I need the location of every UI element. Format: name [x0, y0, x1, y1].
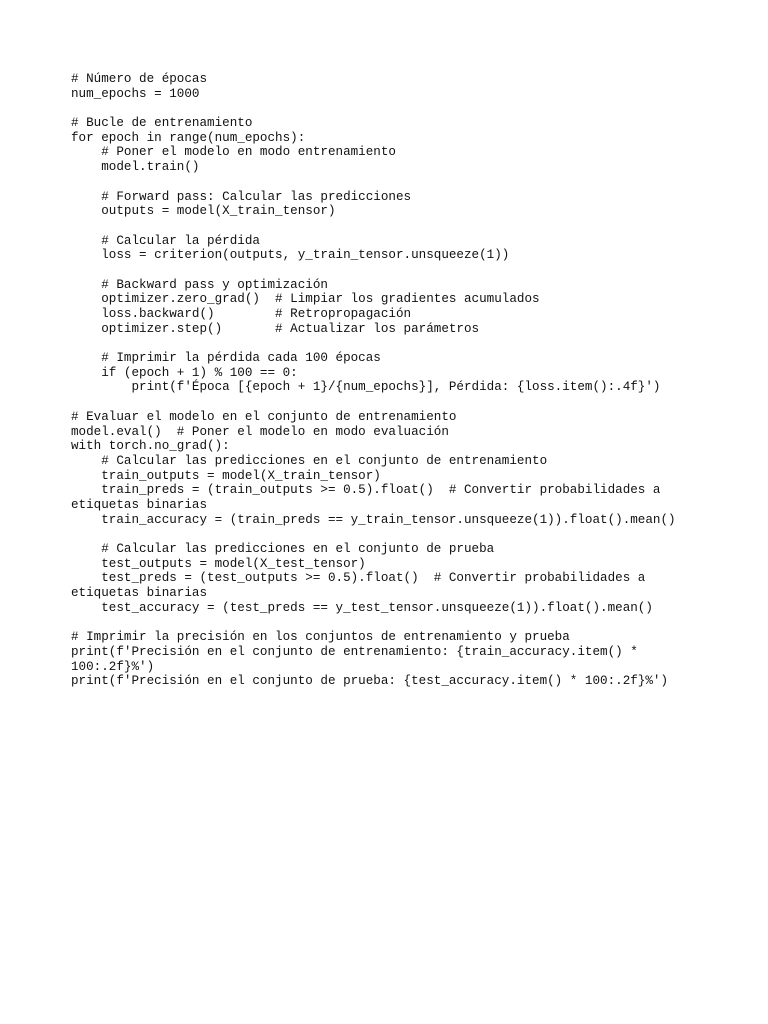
code-line: # Calcular la pérdida	[71, 233, 260, 248]
code-line: etiquetas binarias	[71, 586, 208, 601]
code-line: # Poner el modelo en modo entrenamiento	[71, 145, 396, 160]
code-line: 100:.2f}%')	[71, 659, 155, 674]
code-line: test_preds = (test_outputs >= 0.5).float() # Convertir probabilidades a	[71, 571, 646, 586]
code-line: loss = criterion(outputs, y_train_tensor.unsqueeze(1))	[71, 248, 510, 263]
code-line	[71, 336, 751, 351]
code-line: # Forward pass: Calcular las predicciones	[71, 189, 412, 204]
code-line: model.train()	[71, 160, 200, 175]
code-line: optimizer.step() # Actualizar los parámetros	[71, 321, 480, 336]
code-line: loss.backward() # Retropropagación	[71, 307, 412, 321]
code-line: model.eval() # Poner el modelo en modo evaluación	[71, 424, 449, 439]
code-line	[71, 219, 751, 234]
code-line	[71, 101, 751, 116]
code-line: # Calcular las predicciones en el conjunto de prueba	[71, 542, 495, 556]
code-line: print(f'Precisión en el conjunto de entrenamiento: {train_accuracy.item() *	[71, 644, 638, 659]
code-line: # Bucle de entrenamiento	[71, 116, 253, 131]
code-line: # Backward pass y optimización	[71, 277, 328, 292]
code-line	[71, 615, 751, 630]
code-line: test_accuracy = (test_preds == y_test_tensor.unsqueeze(1)).float().mean()	[71, 600, 653, 615]
code-line: test_outputs = model(X_test_tensor)	[71, 556, 366, 571]
code-line: # Imprimir la precisión en los conjuntos de entrenamiento y prueba	[71, 630, 570, 645]
code-line: # Calcular las predicciones en el conjunto de entrenamiento	[71, 453, 548, 468]
code-line: print(f'Precisión en el conjunto de prueba: {test_accuracy.item() * 100:.2f}%')	[71, 674, 669, 689]
code-line: # Imprimir la pérdida cada 100 épocas	[71, 351, 381, 366]
code-line: train_outputs = model(X_train_tensor)	[71, 468, 381, 483]
code-line	[71, 175, 751, 190]
code-line: # Número de épocas	[71, 72, 208, 86]
code-line: if (epoch + 1) % 100 == 0:	[71, 365, 298, 380]
code-line	[71, 395, 751, 410]
code-line: for epoch in range(num_epochs):	[71, 130, 306, 145]
code-block	[71, 72, 751, 689]
code-line: optimizer.zero_grad() # Limpiar los gradientes acumulados	[71, 292, 540, 307]
code-line: with torch.no_grad():	[71, 439, 230, 454]
code-line: train_preds = (train_outputs >= 0.5).float() # Convertir probabilidades a	[71, 483, 661, 498]
code-line: etiquetas binarias	[71, 497, 208, 512]
code-line: num_epochs = 1000	[71, 86, 200, 101]
code-line	[71, 263, 751, 278]
code-line: print(f'Época [{epoch + 1}/{num_epochs}], Pérdida: {loss.item():.4f}')	[71, 380, 661, 395]
code-line: # Evaluar el modelo en el conjunto de entrenamiento	[71, 409, 457, 424]
code-line: outputs = model(X_train_tensor)	[71, 204, 336, 219]
code-line: train_accuracy = (train_preds == y_train_tensor.unsqueeze(1)).float().mean()	[71, 512, 676, 527]
code-line	[71, 527, 751, 542]
